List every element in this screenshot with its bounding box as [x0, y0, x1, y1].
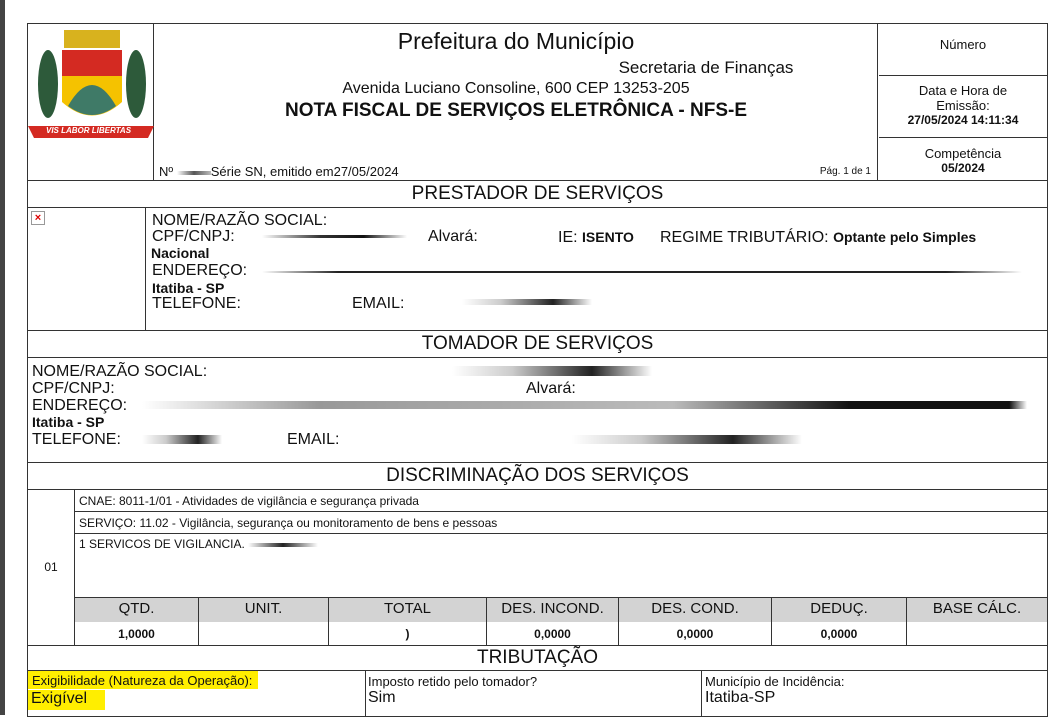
prestador-telefone-label: TELEFONE:: [152, 295, 241, 312]
column-value: 0,0000: [619, 622, 772, 646]
redacted: [462, 299, 592, 305]
redacted: [142, 435, 222, 444]
municipio-label: Município de Incidência:: [705, 674, 845, 689]
servico-line: SERVIÇO: 11.02 - Vigilância, segurança ou monitoramento de bens e pessoas: [75, 512, 1047, 534]
logo-cell: [28, 24, 154, 180]
broken-image-icon: ×: [31, 211, 45, 225]
tomador-section: [27, 330, 1048, 463]
values-table: [75, 597, 1047, 645]
redacted: [262, 271, 1022, 273]
tomador-telefone-label: TELEFONE:: [32, 431, 121, 448]
address: Avenida Luciano Consoline, 600 CEP 13253-205: [342, 80, 690, 97]
header-box: [27, 23, 1048, 181]
servicos-section: [27, 462, 1048, 646]
tomador-cidade: Itatiba - SP: [32, 414, 105, 430]
column-header: DES. COND.: [619, 598, 772, 622]
column-header: BASE CÁLC.: [907, 598, 1047, 622]
redacted: [452, 366, 652, 376]
tomador-title: TOMADOR DE SERVIÇOS: [28, 330, 1047, 358]
column-value: 0,0000: [772, 622, 907, 646]
column-header: TOTAL: [329, 598, 487, 622]
prestador-cpf-label: CPF/CNPJ:: [152, 228, 235, 245]
tomador-nome-label: NOME/RAZÃO SOCIAL:: [32, 363, 208, 380]
tributacao-section: [27, 645, 1048, 717]
prestador-ie-label: IE:: [558, 229, 578, 246]
column-header: UNIT.: [199, 598, 329, 622]
servicos-title: DISCRIMINAÇÃO DOS SERVIÇOS: [28, 462, 1047, 490]
viewer-edge: [0, 0, 5, 715]
exigibilidade-label: Exigibilidade (Natureza da Operação):: [28, 671, 258, 689]
tributacao-title: TRIBUTAÇÃO: [28, 645, 1047, 671]
item-number: 01: [28, 490, 75, 645]
exigibilidade-value: Exigível: [28, 690, 105, 710]
prestador-nome-label: NOME/RAZÃO SOCIAL:: [152, 212, 328, 229]
redacted: [262, 235, 407, 238]
column-value: 0,0000: [487, 622, 619, 646]
descricao: 1 SERVICOS DE VIGILANCIA.: [75, 534, 1047, 597]
numero-label: Número: [879, 24, 1047, 76]
department: Secretaria de Finanças: [618, 58, 794, 77]
column-value: [907, 622, 1047, 646]
municipality-title: Prefeitura do Município: [397, 28, 635, 54]
redacted: [572, 435, 802, 444]
prestador-cidade: Itatiba - SP: [152, 280, 225, 296]
prestador-ie-value: ISENTO: [582, 229, 634, 245]
column-header: QTD.: [75, 598, 199, 622]
prestador-alvara-label: Alvará:: [428, 228, 478, 245]
prestador-section: [27, 180, 1048, 331]
prestador-email-label: EMAIL:: [352, 295, 405, 312]
logo-motto: VIS LABOR LIBERTAS: [46, 126, 132, 135]
column-value: ): [329, 622, 487, 646]
prestador-regime-value-2: Nacional: [151, 245, 210, 261]
column-value: [199, 622, 329, 646]
tomador-email-label: EMAIL:: [287, 431, 340, 448]
prestador-title: PRESTADOR DE SERVIÇOS: [28, 180, 1047, 208]
document-title: NOTA FISCAL DE SERVIÇOS ELETRÔNICA - NFS-E: [284, 100, 747, 121]
column-header: DEDUÇ.: [772, 598, 907, 622]
prestador-endereco-label: ENDEREÇO:: [152, 262, 248, 279]
competencia-cell: Competência 05/2024: [924, 146, 1002, 175]
series-line: Nº Série SN, emitido em27/05/2024: [159, 164, 399, 179]
column-value: 1,0000: [75, 622, 199, 646]
tomador-alvara-label: Alvará:: [526, 380, 576, 397]
cnae-line: CNAE: 8011-1/01 - Atividades de vigilância e segurança privada: [75, 490, 1047, 512]
column-header: DES. INCOND.: [487, 598, 619, 622]
prestador-regime-label: REGIME TRIBUTÁRIO:: [660, 229, 829, 246]
page-indicator: Pág. 1 de 1: [819, 166, 871, 177]
prestador-regime-value: Optante pelo Simples: [833, 229, 977, 245]
municipio-value: Itatiba-SP: [705, 689, 776, 706]
emissao-cell: Data e Hora de Emissão: 27/05/2024 14:11:34: [879, 76, 1047, 138]
retido-value: Sim: [368, 689, 396, 706]
tomador-cpf-label: CPF/CNPJ:: [32, 380, 115, 397]
tomador-endereco-label: ENDEREÇO:: [32, 397, 128, 414]
retido-label: Imposto retido pelo tomador?: [368, 674, 538, 689]
redacted: [142, 401, 1027, 409]
